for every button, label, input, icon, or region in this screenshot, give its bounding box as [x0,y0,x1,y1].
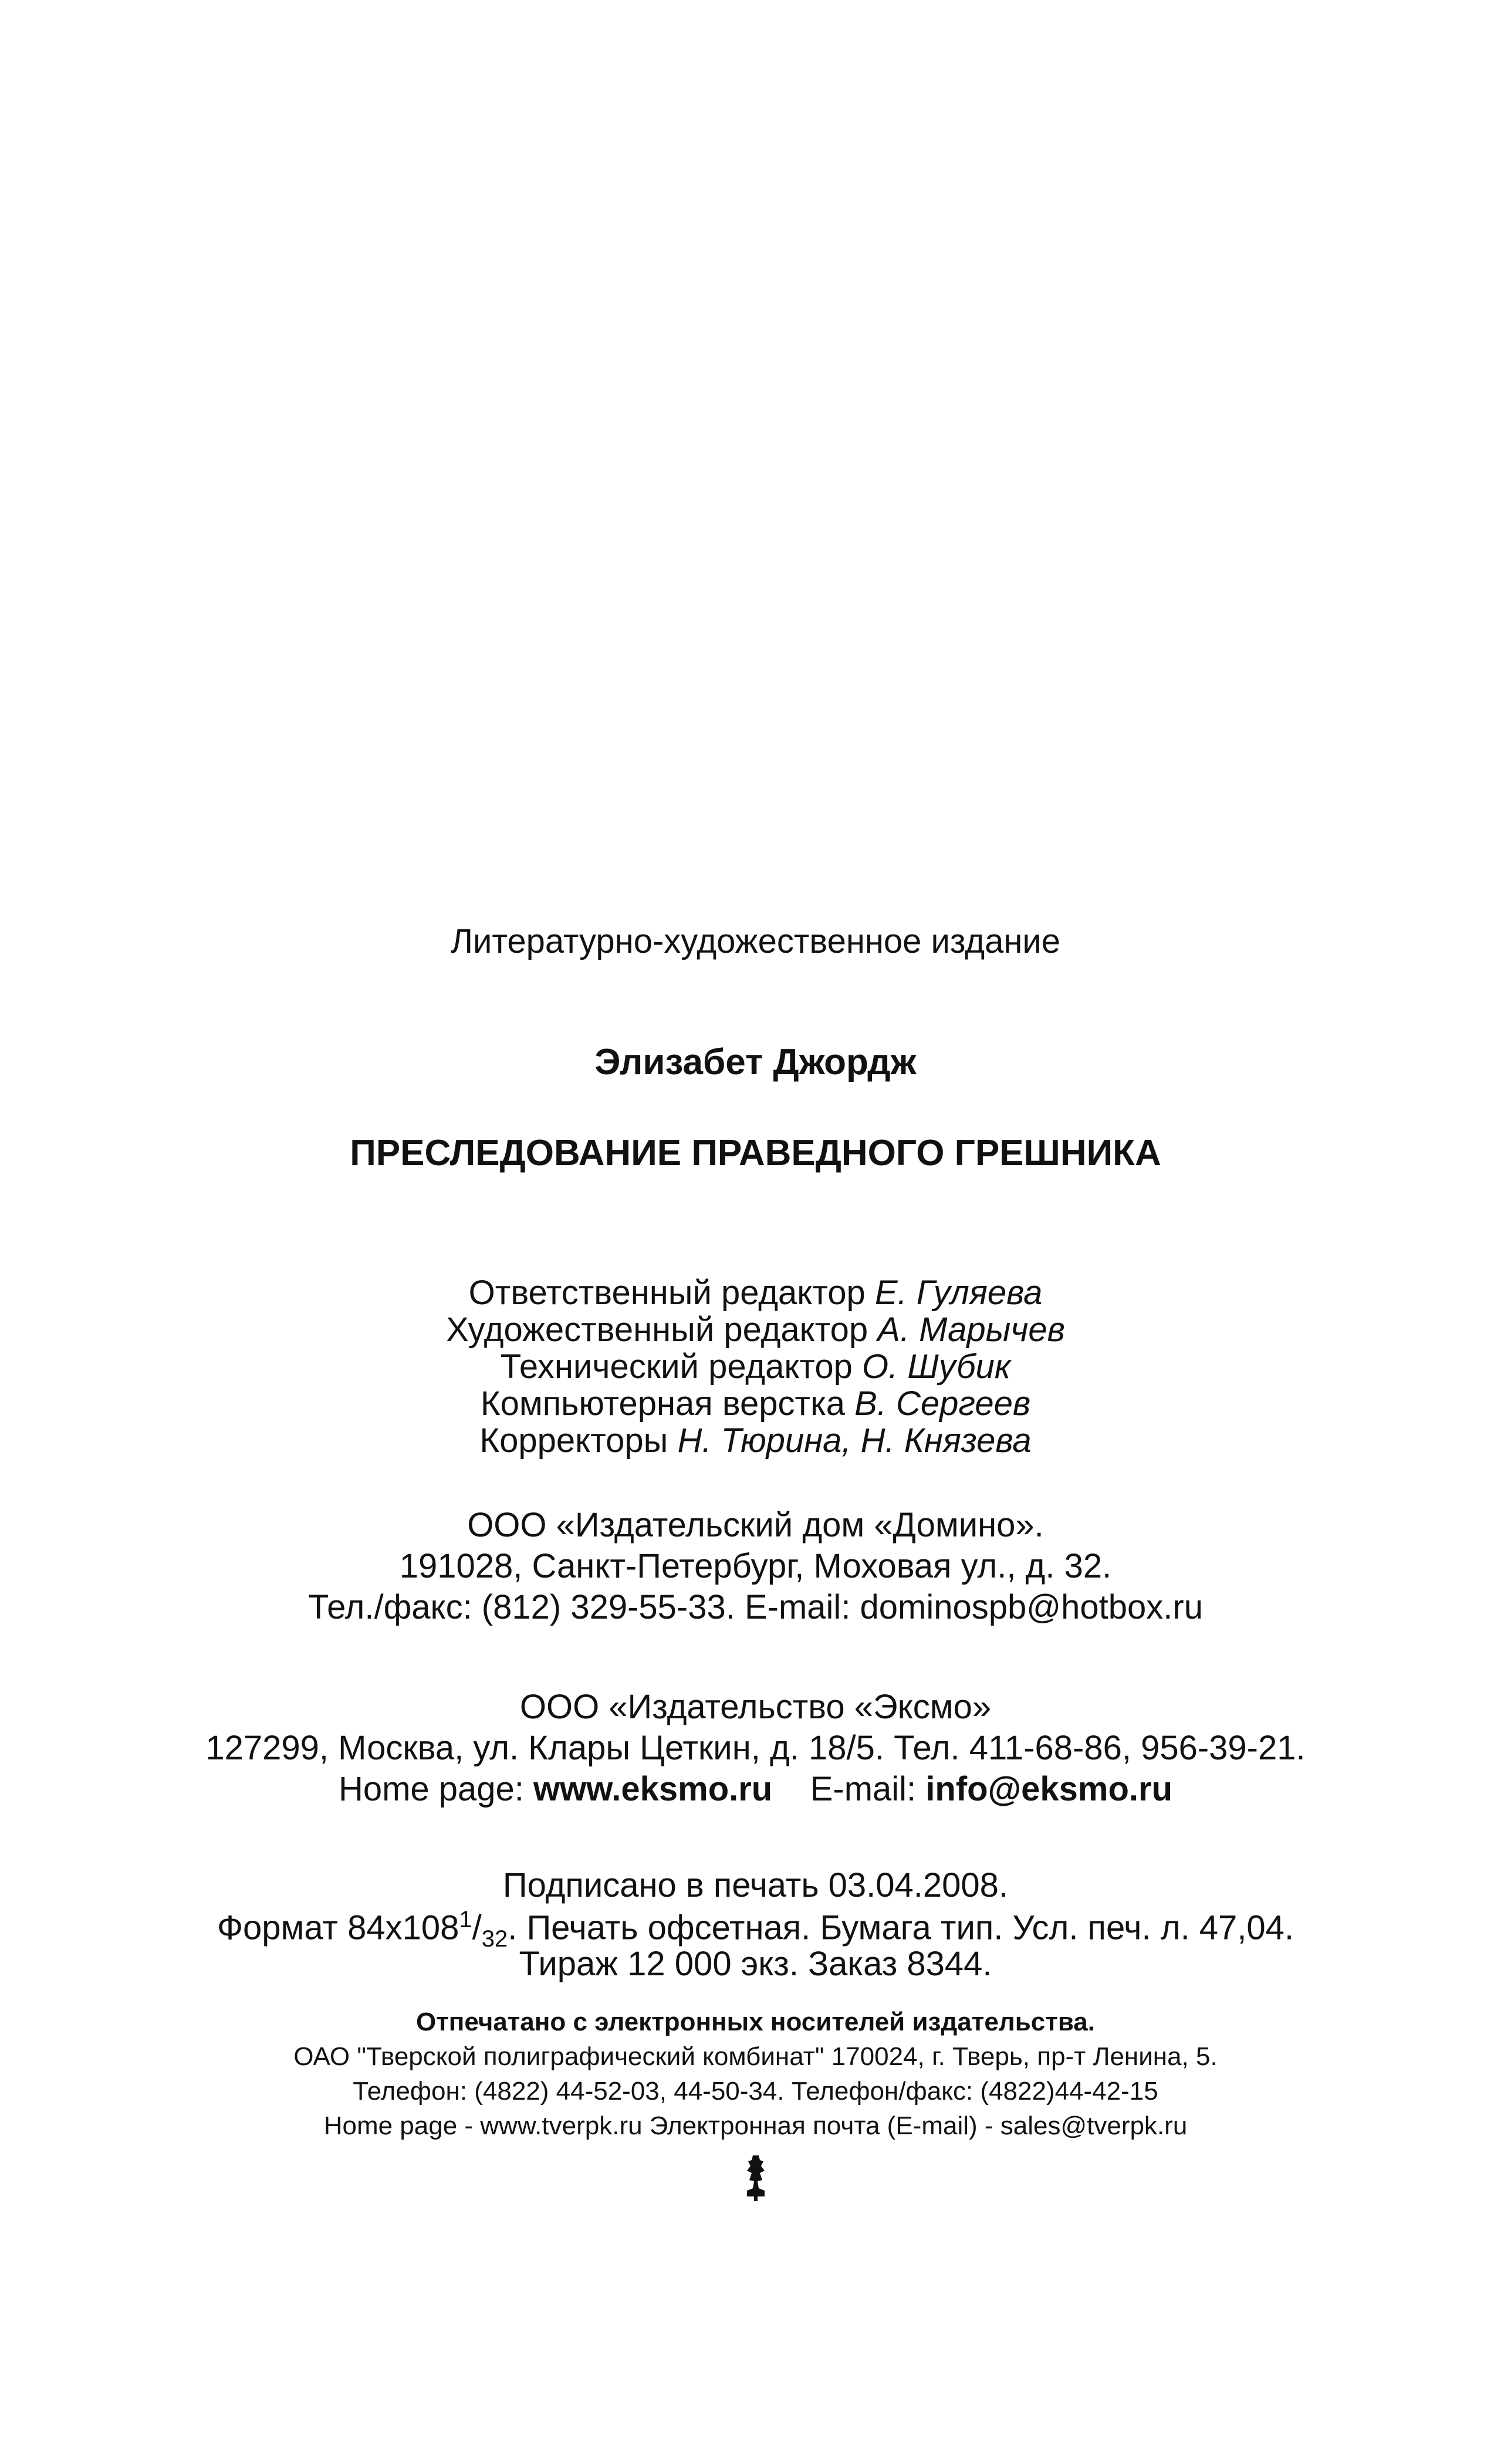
eksmo-address: 127299, Москва, ул. Клары Цеткин, д. 18/5. Тел. 411-68-86, 956-39-21. [205,1729,1306,1767]
staff-role: Компьютерная верстка [480,1385,845,1423]
staff-name: О. Шубик [861,1348,1011,1386]
format-denominator: 32 [481,1925,508,1952]
staff-line-proofreaders [0,1421,1511,1460]
eksmo-email-label: E-mail: [810,1770,917,1808]
staff-role: Корректоры [479,1421,668,1460]
printer-mark-icon [741,2153,770,2204]
staff-role: Технический редактор [500,1348,853,1386]
print-signed: Подписано в печать 03.04.2008. [502,1866,1009,1904]
format-rest: . Печать офсетная. Бумага тип. Усл. печ. л. 47,04. [508,1908,1294,1947]
eksmo-email-link[interactable]: info@eksmo.ru [925,1770,1173,1808]
eksmo-name: ООО «Издательство «Эксмо» [519,1688,992,1726]
print-format: Формат $84x108^1/_{32}$. Печать офсетная. Бумага тип. Усл. печ. л. 47,04. [217,1907,1294,1952]
staff-line-responsible-editor [0,1276,1511,1310]
staff-line-technical-editor [0,1350,1511,1384]
printer-line-2: ОАО "Тверской полиграфический комбинат" 170024, г. Тверь, пр-т Ленина, 5. [293,2042,1218,2071]
staff-role: Ответственный редактор [468,1274,866,1312]
eksmo-homepage-link[interactable]: www.eksmo.ru [533,1770,773,1808]
staff-line-layout [0,1387,1511,1421]
publisher-contacts: Тел./факс: (812) 329-55-33. E-mail: dominospb@hotbox.ru [308,1588,1203,1626]
edition-type: Литературно-художественное издание [450,922,1061,960]
printer-line-4: Home page - www.tverpk.ru Электронная почта (E-mail) - sales@tverpk.ru [323,2111,1188,2140]
printer-line-3: Телефон: (4822) 44-52-03, 44-50-34. Телефон/факс: (4822)44-42-15 [353,2077,1158,2106]
eksmo-homepage-label: Home page: [338,1770,524,1808]
staff-name: В. Сергеев [854,1385,1031,1423]
staff-name: Н. Тюрина, Н. Князева [677,1421,1032,1460]
printer-line-1: Отпечатано с электронных носителей издательства. [416,2008,1095,2036]
print-run: Тираж 12 000 экз. Заказ 8344. [519,1945,992,1983]
staff-name: А. Марычев [877,1311,1065,1349]
staff-line-art-editor [0,1313,1511,1347]
book-author: Элизабет Джордж [594,1042,917,1082]
format-label: Формат 84x108 [217,1908,459,1947]
staff-name: Е. Гуляева [874,1274,1043,1312]
publisher-address: 191028, Санкт-Петербург, Моховая ул., д. 32. [399,1547,1112,1585]
publisher-name: ООО «Издательский дом «Домино». [467,1506,1044,1544]
book-title: ПРЕСЛЕДОВАНИЕ ПРАВЕДНОГО ГРЕШНИКА [350,1133,1161,1173]
format-numerator: 1 [459,1907,472,1932]
eksmo-web [0,1772,1511,1806]
staff-role: Художественный редактор [446,1311,868,1349]
